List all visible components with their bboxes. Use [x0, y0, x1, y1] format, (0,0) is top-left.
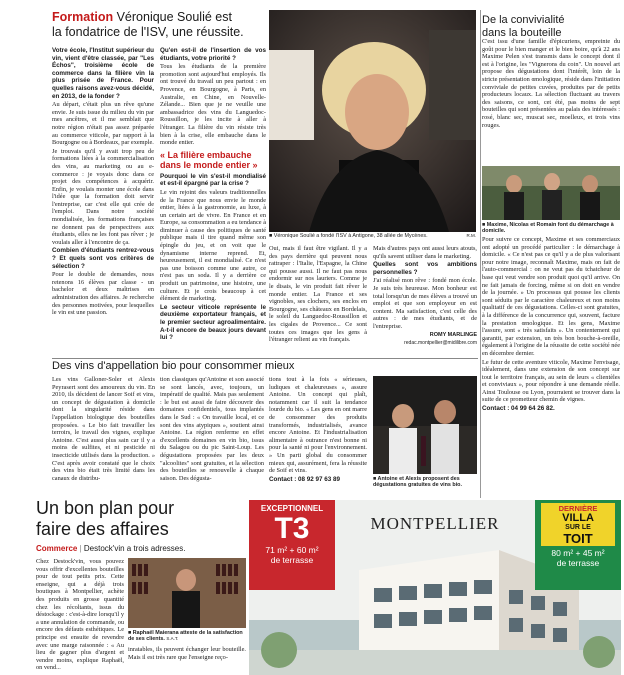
portrait-caption: ■ Véronique Soulié a fondé l'ISV à Antigone, 38 allée de Mycènes. R.M.	[269, 233, 476, 239]
paragraph: Le futur de cette aventure viticole, Maxime l'envisage, idéalement, dans une extension de son concept sur tout le territoire français, au sein de leurs « clientèles et conviviaux », pour répondre à une demande réelle. Ainsi Toulouse ou Lyon, pourraient se trouver dans la suite de ce prometteur chemin de vignes.	[482, 358, 620, 404]
section-divider	[52, 358, 478, 359]
ad-right-mid2: SUR LE	[565, 524, 591, 531]
ad-right-top: DERNIÈRE	[558, 504, 598, 513]
paragraph: Mais d'autres pays ont aussi leurs atouts, qu'ils savent utiliser dans le marketing.	[373, 245, 477, 260]
article2-title-line2: dans la bouteille	[482, 27, 562, 39]
article2-intro	[482, 38, 620, 166]
ad-left-big: T3	[274, 512, 310, 545]
interview-question: Combien d'étudiants rentrez-vous ? Et quels sont vos critères de sélection ?	[52, 247, 154, 270]
portrait-photo	[269, 10, 476, 232]
ad-right-big: TOIT	[563, 531, 593, 546]
article4-deck: Commerce | Destock'vin a trois adresses.	[36, 544, 186, 553]
photo-credit: R.M.	[466, 233, 476, 238]
ad-right-sub: de terrasse	[556, 558, 600, 568]
interview-question: Qu'en est-il de l'insertion de vos étudiants, votre priorité ?	[160, 47, 266, 62]
article2-title-line1: De la convivialité	[482, 14, 565, 26]
bio-wine-illustration	[373, 376, 477, 474]
article3-col1	[52, 376, 155, 498]
interview-question: Le secteur viticole représente le deuxième exportateur français, et le premier secteur agroalimentaire. A-t-il encore de beaux jours devant lui ?	[160, 303, 266, 342]
paragraph: Pour suivre ce concept, Maxime et ses commerciaux ont adopté un procédé particulier : le démarchage à domicile. « Ce n'est pas ce qu'il y a de plus valorisant pour notre image, reconnaît Maxime, mais on fait de l'auto-commercial : on ne veut pas du tchatcheur de base qui veut vendre son produit quoi qu'il arrive. On ne fait jamais de forcing, même si on doit en vendre de la journée. » Un processus qui pousse les clients sont séduits par le caractère chaleureux et non moins qualitatif de ces dégustations. Celles-ci sont gratuites, à la différence de la concurrence qui, souvent, facture la prestation œnologique. Et les gens, Maxime l'assure, sont « très satisfaits ». Un contentement qui garantit, par extension, un très bon bouche-à-oreille, également à l'origine de la réussite de cette société née en décembre dernier.	[482, 236, 620, 357]
paragraph: Les vins Galloner-Soler et Alexis Peyrasert sont des amoureux du vin. En 2010, ils décident de lancer Soif et vins, un concept de dégustation à domicile dont la singularité réside dans l'appellation biologique des bouteilles proposées. « Le bio fait travailler les terroirs, le travail des vignes, explique Antoine. C'est aussi plus sain car il y a moins de sulfites, et ni pesticide ni insecticide utilisés dans la production. » C'est après avoir constaté que le choix des vins bio était très limité dans les canaux de distribu-	[52, 376, 155, 482]
paragraph: J'ai réalisé mon rêve : fondé mon école. Je suis très heureuse. Mon bonheur est total lorsqu'un de mes élèves a trouvé un emploi et que son employeur en est content. Ma satisfaction, c'est celle des autres : de mes étudiants, et de l'entreprise.	[373, 277, 477, 330]
article1-col4	[373, 245, 477, 356]
article4-col1	[36, 558, 124, 675]
paragraph: C'est issu d'une famille d'épicuriens, empreinte du goût pour le bien manger et le bien boire, qu'à 22 ans Maxime Pelen s'est transmis dans le concept dont il est à l'origine, les "Vignerons du coin". Un nouvel art propose des dégustations dont l'intérêt, loin de la stricte présentation œnologique, réside dans l'initiation conviviale de petites cuvées, produites par de petits producteurs locaux. La sélection fluctuant au travers des saisons, ce sont, cet été, pas moins de sept bouteilles qui sont présentées au palais des intéressés : rosé, blanc sec, muscat sec, moelleux, et trois vins rouges.	[482, 38, 620, 129]
winemakers-illustration	[482, 166, 620, 220]
paragraph: Oui, mais il faut être vigilant. Il y a des pays derrière qui peuvent nous rattraper : l'Italie, l'Espagne, la Chine qui pousse aussi. Il ne faut pas nous endormir sur nos lauriers. Comme je le disais, le vin produit fait rêver le monde entier. La France et ses vignobles, ses clochers, ses enclos en Bourgogne, ses châteaux en Bordelais, le soleil du Languedoc-Roussillon et les cigales de Provence... Ce sont toutes ces images que les gens à l'étranger relient au vin français.	[269, 245, 367, 344]
article4-headline	[36, 498, 246, 542]
ad-left-area: 71 m² + 60 m²	[265, 545, 319, 555]
column-divider	[480, 10, 481, 498]
pull-quote: « La filière embauche dans le monde entier »	[160, 149, 258, 170]
interview-question: Quelles sont vos ambitions personnelles ?	[373, 261, 477, 276]
ad-left-top: EXCEPTIONNEL	[260, 504, 324, 513]
winemakers-caption: ■ Maxime, Nicolas et Romain font du démarchage à domicile.	[482, 222, 614, 235]
article1-col2	[160, 47, 266, 356]
article4-col2	[128, 646, 246, 675]
article4-title-line1: Un bon plan pour	[36, 498, 175, 518]
paragraph: inratables, ils peuvent échanger leur bouteille. Mais il est très rare que l'enseigne reço-	[128, 646, 246, 661]
paragraph: Le vin rejoint des valeurs traditionnelles de la France que nous envie le monde entier, liées à la gastronomie, au luxe, à un certain art de vivre. En France et en Europe, sa consommation a eu tendance à diminuer à cause des politiques de santé publique mais il tire quand même son épingle du jeu, et on voit que le dynamisme interne reprend. Et, heureusement, il est mondialisé. Ce n'est pas une boisson comme une autre, ce n'est pas un soda. Il y a derrière ce produit un patrimoine, une histoire, une culture. Et je crois beaucoup à cet élément de marketing.	[160, 188, 266, 303]
ad-city: MONTPELLIER	[370, 514, 500, 533]
author-email: redac.montpellier@midilibre.com	[404, 340, 477, 347]
paragraph: Au départ, c'était plus un rêve qu'une envie. Je suis issue du milieu du vin par mes ancêtres, et il me semblait que notre région n'était pas assez préparée au commerce viticole, par rapport à la Bourgogne ou à Bordeaux, par exemple.	[52, 101, 154, 147]
article2-body	[482, 236, 620, 498]
paragraph: Je trouvais qu'il y avait trop peu de formations liées à la commercialisation des vins, au marketing ou au e-commerce : je voyais donc dans ce projet des compétences à acquérir. Enfin, je voulais monter une école dans l'idée que la formation doit servir l'entreprise, car c'est elle qui crée de l'emploi. Dans notre société mondialisée, les formations françaises ne donnent pas de perspectives aux étudiants, elles ne les font pas rêver ; je voulais aller à l'encontre de ça.	[52, 147, 154, 246]
ad-right-mid1: VILLA	[562, 512, 594, 524]
paragraph: Pour le double de demandes, nous retenons 16 élèves par classe - un bachelor et deux maîtrises en administration des affaires. Je recherche des personnes motivées, pour lesquelles le vin est une passion.	[52, 271, 154, 317]
article1-title-line1: Véronique Soulié est	[116, 10, 232, 24]
article4-kicker: Commerce	[36, 544, 78, 553]
bio-wine-photo	[373, 376, 477, 474]
contact-line: Contact : 08 92 97 63 89	[269, 475, 341, 483]
article4-deck-text: Destock'vin a trois adresses.	[83, 544, 186, 553]
paragraph: tions tout à la fois « sérieuses, ludiques et chaleureuses », assure Antoine. Un concept qui plaît, notamment car il suit la tendance lourde du bio. « Les gens en ont marre de consommer des produits transformés, industrialisés, avance encore Antoine. Et l'industrialisation alimentaire à outrance n'est bonne ni pour la santé ni pour l'environnement. » Un parti global du consommer mieux qui, assurément, fera la réussite de Soif et vins.	[269, 376, 367, 475]
portrait-illustration	[269, 10, 476, 232]
author-name: ROMY MARLINGE	[429, 331, 477, 338]
article3-col3	[269, 376, 367, 498]
ad-right-area: 80 m² + 45 m²	[551, 548, 605, 558]
article1-col1	[52, 47, 154, 356]
ad-left-panel[interactable]	[249, 500, 335, 590]
article1-col3	[269, 245, 367, 356]
interview-question: Votre école, l'Institut supérieur du vin, vient d'être classée, par "Les Échos", troisième école de commerce dans la filière vin la plus prisée de France. Pour quelles raisons avez-vous décidé, en 2013, de la fonder ?	[52, 47, 154, 100]
paragraph: tion classiques qu'Antoine et son associé se sont lancés, avec, toujours, un impératif de qualité. Mais pas seulement : le but est aussi de faire découvrir des domaines confidentiels, tous implantés dans le Sud : « On travaille local, et ce sont des vins atypiques », soutient ainsi Antoine. La région renferme en effet d'excellents domaines en vin bio, issus du Salagou ou du pic Saint-Loup. Les dégustations proposées par les deux "alcoolites" sont gratuites, et la sélection des bouteilles se renouvelle à chaque saison. Des dégusta-	[160, 376, 264, 482]
contact-line: Contact : 04 99 64 26 82.	[482, 405, 555, 413]
winemakers-photo	[482, 166, 620, 220]
bio-wine-caption: ■ Antoine et Alexis proposent des dégustations gratuites de vins bio.	[373, 476, 462, 489]
shop-illustration	[128, 558, 246, 628]
shop-caption: ■ Raphaël Maierana atteste de la satisfaction de ses clients. S.A.T.	[128, 630, 243, 643]
article1-kicker: Formation	[52, 10, 114, 24]
article4-title-line2: faire des affaires	[36, 519, 169, 539]
interview-question: Pourquoi le vin s'est-il mondialisé et est-il épargné par la crise ?	[160, 172, 266, 188]
article3-title: Des vins d'appellation bio pour consommer mieux	[52, 360, 295, 372]
shop-photo	[128, 558, 246, 628]
photo-credit: S.A.T.	[166, 636, 179, 642]
paragraph: Chez Destock'vin, vous pouvez vous offrir d'excellentes bouteilles pour de tout petits prix. Cette enseigne, qui a déjà trois boutiques à Montpellier, achète des produits en grosse quantité chez les récoltants, issus du déstockage : c'est-à-dire lorsqu'il y a une annulation de commande, ou encore des défauts esthétiques. Le principe est ensuite de revendre avec une marge raisonnée : « Au lieu de gagner plus d'argent et vendre moins, explique Raphaël, on vend...	[36, 558, 124, 672]
paragraph: Tous les étudiants de la première promotion sont aujourd'hui employés. Ils ont trouvé du travail un peu partout : en Provence, en Bourgogne, à Paris, en Australie, en Chine, en Nouvelle-Zélande... Bien que je ne veuille une ambassadrice des vins du Languedoc-Roussillon, je les incite à aller à l'étranger. La filière du vin résiste très bien à la crise, elle embauche dans le monde entier.	[160, 63, 266, 147]
ad-left-sub: de terrasse	[270, 555, 314, 565]
realestate-ad[interactable]	[249, 500, 621, 675]
article1-headline	[52, 10, 266, 46]
article1-title-line2: la fondatrice de l'ISV, une réussite.	[52, 25, 244, 39]
ad-right-panel[interactable]	[535, 500, 621, 590]
article3-col2	[160, 376, 264, 498]
